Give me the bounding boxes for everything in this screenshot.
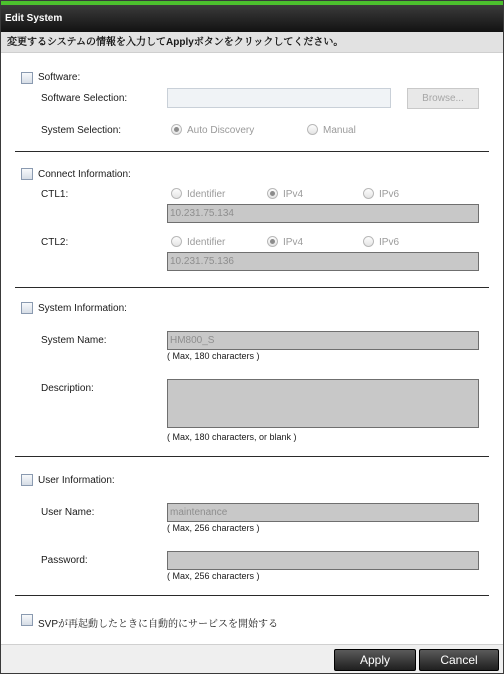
manual-label: Manual	[323, 125, 356, 136]
manual-radio[interactable]	[307, 124, 318, 135]
ctl1-ipv6-radio[interactable]	[363, 188, 374, 199]
password-label: Password:	[41, 555, 88, 566]
user-name-help: ( Max, 256 characters )	[167, 523, 260, 533]
ctl2-identifier-label: Identifier	[187, 237, 226, 248]
auto-discovery-label: Auto Discovery	[187, 125, 255, 136]
cancel-button[interactable]: Cancel	[419, 649, 499, 671]
system-name-field[interactable]: HM800_S	[167, 331, 479, 350]
software-selection-label: Software Selection:	[41, 93, 128, 104]
section-divider	[15, 595, 489, 596]
section-divider	[15, 287, 489, 288]
system-information-checkbox[interactable]	[21, 302, 33, 314]
section-divider	[15, 151, 489, 152]
ctl1-ipv4-radio[interactable]	[267, 188, 278, 199]
ctl2-ip-field[interactable]: 10.231.75.136	[167, 252, 479, 271]
ctl1-ipv4-label: IPv4	[283, 189, 304, 200]
ctl1-identifier-radio[interactable]	[171, 188, 182, 199]
ctl2-ipv6-label: IPv6	[379, 237, 400, 248]
connect-information-checkbox[interactable]	[21, 168, 33, 180]
dialog-title: Edit System	[1, 5, 503, 32]
system-selection-label: System Selection:	[41, 125, 122, 136]
ctl2-ipv6-radio[interactable]	[363, 236, 374, 247]
section-divider	[15, 456, 489, 457]
password-field[interactable]	[167, 551, 479, 570]
ctl2-label: CTL2:	[41, 237, 69, 248]
password-help: ( Max, 256 characters )	[167, 571, 260, 581]
auto-discovery-radio[interactable]	[171, 124, 182, 135]
apply-button[interactable]: Apply	[334, 649, 416, 671]
description-field[interactable]	[167, 379, 479, 428]
connect-information-label: Connect Information:	[38, 169, 131, 180]
user-name-label: User Name:	[41, 507, 95, 518]
software-checkbox[interactable]	[21, 72, 33, 84]
ctl1-ip-field[interactable]: 10.231.75.134	[167, 204, 479, 223]
browse-button[interactable]: Browse...	[407, 88, 479, 109]
user-information-checkbox[interactable]	[21, 474, 33, 486]
description-label: Description:	[41, 383, 94, 394]
ctl2-identifier-radio[interactable]	[171, 236, 182, 247]
ctl2-ipv4-radio[interactable]	[267, 236, 278, 247]
ctl1-label: CTL1:	[41, 189, 69, 200]
dialog-footer	[1, 644, 503, 673]
system-name-help: ( Max, 180 characters )	[167, 351, 260, 361]
instruction-text: 変更するシステムの情報を入力してApplyボタンをクリックしてください。	[1, 32, 503, 53]
software-checkbox-label: Software:	[38, 72, 81, 83]
svp-auto-start-label: SVPが再起動したときに自動的にサービスを開始する	[38, 619, 279, 630]
user-name-field[interactable]: maintenance	[167, 503, 479, 522]
ctl1-ipv6-label: IPv6	[379, 189, 400, 200]
system-information-label: System Information:	[38, 303, 127, 314]
user-information-label: User Information:	[38, 475, 115, 486]
software-selection-field[interactable]	[167, 88, 391, 108]
svp-auto-start-checkbox[interactable]	[21, 614, 33, 626]
ctl2-ipv4-label: IPv4	[283, 237, 304, 248]
ctl1-identifier-label: Identifier	[187, 189, 226, 200]
description-help: ( Max, 180 characters, or blank )	[167, 432, 297, 442]
system-name-label: System Name:	[41, 335, 107, 346]
